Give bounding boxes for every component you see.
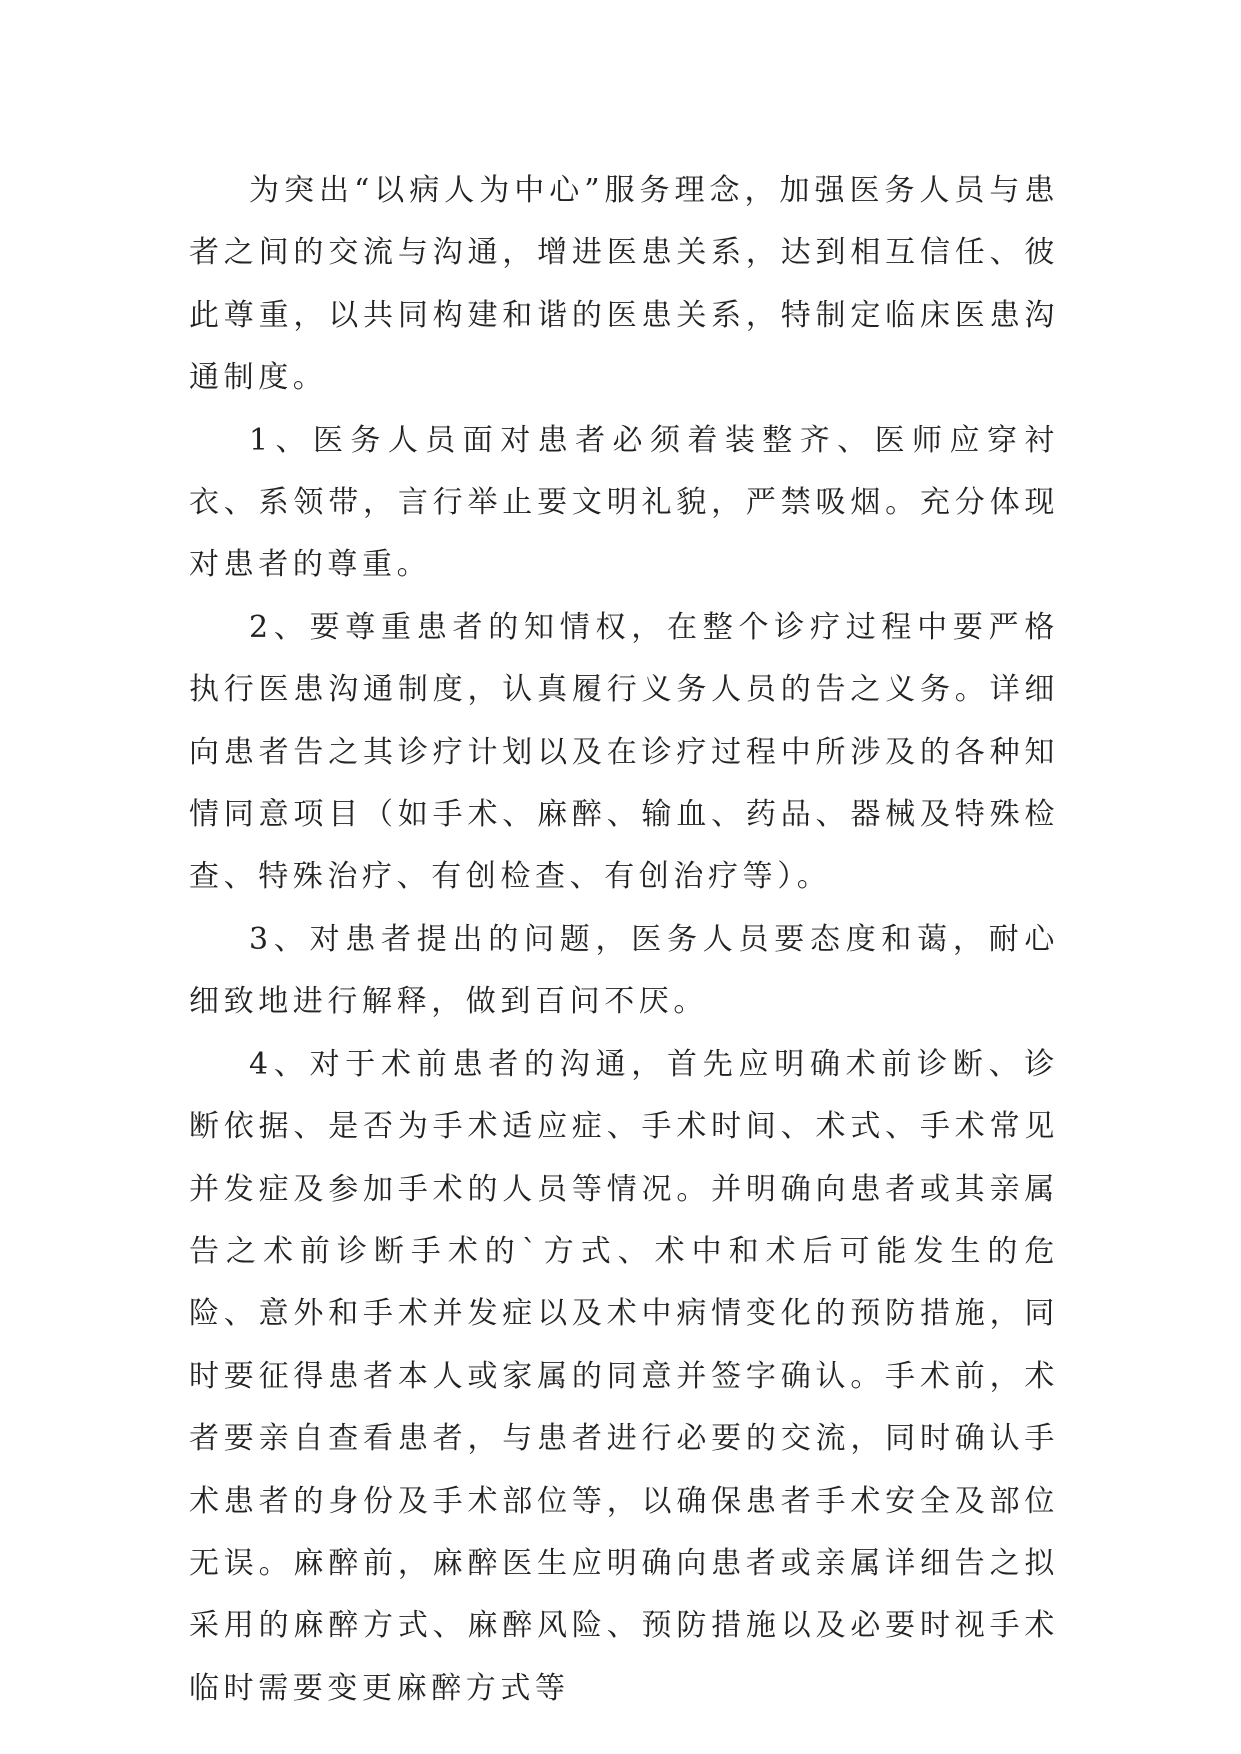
paragraph-item-2: 2、要尊重患者的知情权，在整个诊疗过程中要严格执行医患沟通制度，认真履行义务人员的告之义务。详细向患者告之其诊疗计划以及在诊疗过程中所涉及的各种知情同意项目（如手术、麻醉、输血、药品、器械及特殊检查、特殊治疗、有创检查、有创治疗等）。	[189, 609, 1059, 895]
body-text	[189, 160, 1059, 1720]
paragraph-item-3: 3、对患者提出的问题，医务人员要态度和蔼，耐心细致地进行解释，做到百问不厌。	[189, 921, 1059, 1020]
paragraph-item-4: 4、对于术前患者的沟通，首先应明确术前诊断、诊断依据、是否为手术适应症、手术时间、术式、手术常见并发症及参加手术的人员等情况。并明确向患者或其亲属告之术前诊断手术的`方式、术中和术后可能发生的危险、意外和手术并发症以及术中病情变化的预防措施，同时要征得患者本人或家属的同意并签字确认。手术前，术者要亲自查看患者，与患者进行必要的交流，同时确认手术患者的身份及手术部位等，以确保患者手术安全及部位无误。麻醉前，麻醉医生应明确向患者或亲属详细告之拟采用的麻醉方式、麻醉风险、预防措施以及必要时视手术临时需要变更麻醉方式等	[189, 1046, 1059, 1706]
paragraph-intro: 为突出“以病人为中心”服务理念，加强医务人员与患者之间的交流与沟通，增进医患关系，达到相互信任、彼此尊重，以共同构建和谐的医患关系，特制定临床医患沟通制度。	[189, 173, 1059, 396]
paragraph-item-1: 1、医务人员面对患者必须着装整齐、医师应穿衬衣、系领带，言行举止要文明礼貌，严禁吸烟。充分体现对患者的尊重。	[189, 422, 1059, 583]
